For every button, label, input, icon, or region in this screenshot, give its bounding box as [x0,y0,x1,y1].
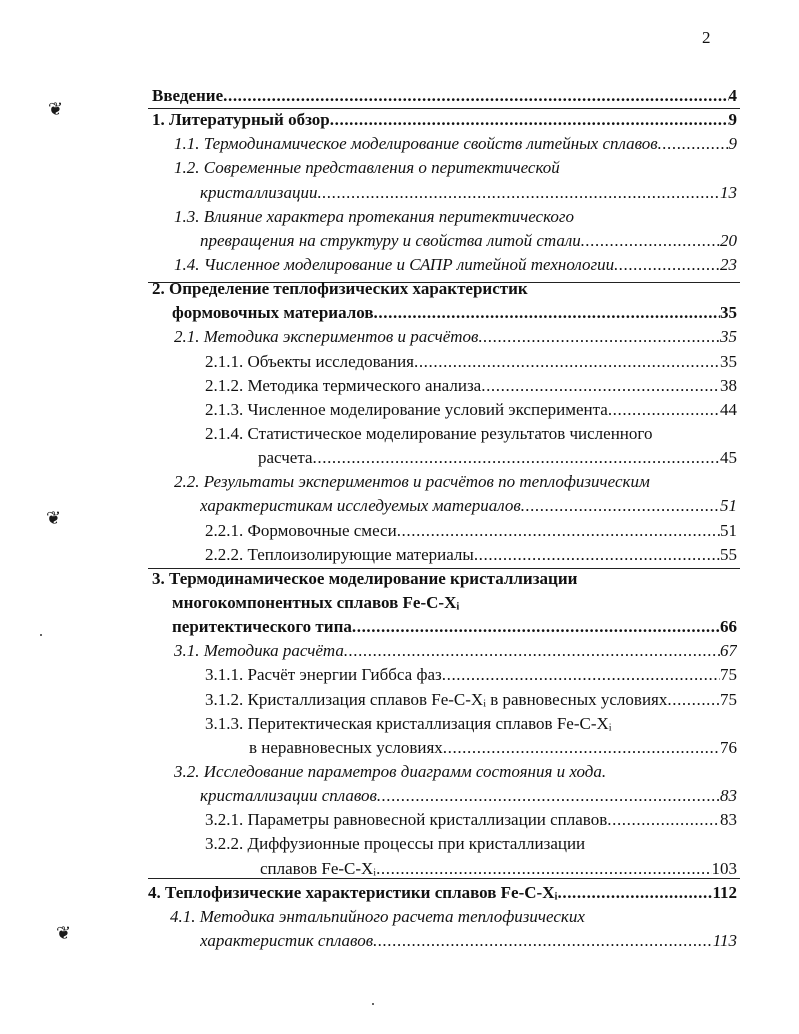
toc-page-number: 35 [720,303,737,323]
toc-page-number: 55 [720,544,737,564]
toc-entry [0,857,799,881]
toc-entry-label: 4.1. Методика энтальпийного расчета теплофизических [170,906,585,926]
toc-leader-dots [667,688,720,712]
toc-leader-dots [373,929,713,953]
toc-entry-label: 2.2.1. Формовочные смеси [205,520,397,540]
toc-leader-dots [607,808,720,832]
toc-entry-label: 3.1.1. Расчёт энергии Гиббса фаз [205,665,442,685]
toc-leader-dots [313,446,720,470]
toc-page-number: 67 [720,641,737,661]
toc-page-number: 75 [720,689,737,709]
toc-entry-label: 2.1.3. Численное моделирование условий эксперимента [205,399,608,419]
toc-entry [0,663,799,687]
toc-entry [0,277,799,301]
toc-entry-label: в неравновесных условиях [249,737,443,757]
toc-entry-label: 4. Теплофизические характеристики сплавов Fe-C-Xᵢ [148,882,558,902]
toc-entry-label: характеристик сплавов [200,930,374,950]
toc-entry-label: перитектического типа [172,617,352,637]
toc-entry [0,422,799,446]
toc-entry-label: 1.2. Современные представления о перитектической [174,158,560,178]
toc-entry-label: кристаллизации [200,182,318,202]
toc-entry-label: 2.2. Результаты экспериментов и расчётов по теплофизическим [174,472,650,492]
toc-entry [0,205,799,229]
table-of-contents [0,84,799,953]
toc-entry-label: формовочных материалов [172,303,374,323]
toc-entry [0,253,799,277]
toc-entry [0,108,799,132]
toc-page-number: 83 [720,810,737,830]
toc-leader-dots [352,615,720,639]
toc-entry [0,591,799,615]
toc-leader-dots [474,543,720,567]
toc-entry-label: расчета [258,448,313,468]
toc-entry-label: 3.1.3. Перитектическая кристаллизация сплавов Fe-C-Xᵢ [205,713,612,733]
scan-speck: ❦ [46,508,62,528]
toc-leader-dots [443,736,720,760]
toc-entry [0,543,799,567]
toc-page-number: 23 [720,254,737,274]
toc-page-number: 9 [728,134,737,154]
toc-entry-label: 3.1. Методика расчёта [174,641,344,661]
toc-entry-label: характеристикам исследуемых материалов [200,496,521,516]
toc-entry [0,736,799,760]
toc-entry-label: 3. Термодинамическое моделирование кристаллизации [152,568,578,588]
toc-entry-label: 1.3. Влияние характера протекания перитектического [174,206,575,226]
toc-entry-label: 1. Литературный обзор [152,110,330,130]
toc-entry [0,470,799,494]
toc-page-number: 103 [711,858,737,878]
toc-leader-dots [581,229,720,253]
toc-entry-label: 2.1. Методика экспериментов и расчётов [174,327,479,347]
toc-entry-label: 2.1.1. Объекты исследования [205,351,414,371]
toc-entry [0,615,799,639]
toc-entry [0,929,799,953]
toc-entry [0,519,799,543]
scan-speck: ❦ [56,923,72,943]
toc-entry-label: 3.2. Исследование параметров диаграмм состояния и хода. [174,761,607,781]
page-number: 2 [702,28,711,47]
toc-entry [0,446,799,470]
toc-page-number: 38 [720,375,737,395]
toc-entry-label: многокомпонентных сплавов Fe-C-Xᵢ [172,592,460,612]
toc-leader-dots [344,639,720,663]
toc-page-number: 112 [712,882,737,902]
toc-entry-label: 1.1. Термодинамическое моделирование свойств литейных сплавов [174,134,658,154]
toc-entry-label: 2. Определение теплофизических характеристик [152,279,528,299]
toc-entry [0,325,799,349]
toc-leader-dots [478,325,720,349]
toc-page-number: 113 [712,930,737,950]
toc-entry [0,229,799,253]
toc-entry-label: сплавов Fe-C-Xᵢ [260,858,377,878]
toc-leader-dots [521,494,720,518]
toc-leader-dots [442,663,720,687]
toc-leader-dots [414,350,720,374]
toc-entry-label: кристаллизации сплавов [200,786,377,806]
toc-leader-dots [317,181,720,205]
toc-leader-dots [223,84,728,108]
toc-page-number: 13 [720,182,737,202]
scan-speck: ❦ [48,99,64,119]
toc-entry [0,784,799,808]
toc-entry [0,181,799,205]
toc-page-number: 83 [720,786,737,806]
toc-page-number: 51 [720,496,737,516]
toc-entry [0,808,799,832]
toc-page-number: 51 [720,520,737,540]
toc-page-number: 35 [720,351,737,371]
toc-leader-dots [558,881,713,905]
toc-entry-label: превращения на структуру и свойства литой стали [200,230,581,250]
toc-entry-label: 1.4. Численное моделирование и САПР литейной технологии [174,254,615,274]
toc-entry-label: 2.1.2. Методика термического анализа [205,375,482,395]
toc-entry [0,712,799,736]
toc-entry-label: 3.2.1. Параметры равновесной кристаллизации сплавов [205,810,608,830]
toc-entry [0,688,799,712]
toc-entry [0,905,799,929]
toc-leader-dots [330,108,729,132]
toc-entry-label: 3.2.2. Диффузионные процессы при кристаллизации [205,834,586,854]
toc-entry [0,350,799,374]
toc-leader-dots [374,301,720,325]
toc-leader-dots [377,784,720,808]
toc-leader-dots [614,253,720,277]
toc-page-number: 75 [720,665,737,685]
toc-leader-dots [481,374,720,398]
toc-leader-dots [658,132,729,156]
toc-entry [0,494,799,518]
toc-leader-dots [397,519,720,543]
toc-entry [0,374,799,398]
scan-dot [372,1003,374,1005]
toc-entry [0,639,799,663]
toc-entry [0,84,799,108]
toc-page-number: 66 [720,617,737,637]
toc-page-number: 4 [728,86,737,105]
toc-entry-label: 3.1.2. Кристаллизация сплавов Fe-C-Xᵢ в равновесных условиях [205,689,668,709]
toc-entry-label: 2.1.4. Статистическое моделирование результатов численного [205,423,653,443]
toc-leader-dots [376,857,711,881]
toc-entry [0,760,799,784]
toc-page-number: 45 [720,448,737,468]
toc-entry [0,156,799,180]
toc-page-number: 76 [720,737,737,757]
toc-entry-label: Введение [152,86,224,105]
toc-entry [0,132,799,156]
toc-page-number: 20 [720,230,737,250]
toc-page-number: 44 [720,399,737,419]
toc-entry-label: 2.2.2. Теплоизолирующие материалы [205,544,474,564]
toc-entry [0,832,799,856]
toc-page-number: 9 [728,110,737,130]
toc-entry [0,567,799,591]
toc-entry [0,301,799,325]
toc-entry [0,881,799,905]
toc-page-number: 35 [720,327,737,347]
toc-entry [0,398,799,422]
toc-leader-dots [608,398,720,422]
